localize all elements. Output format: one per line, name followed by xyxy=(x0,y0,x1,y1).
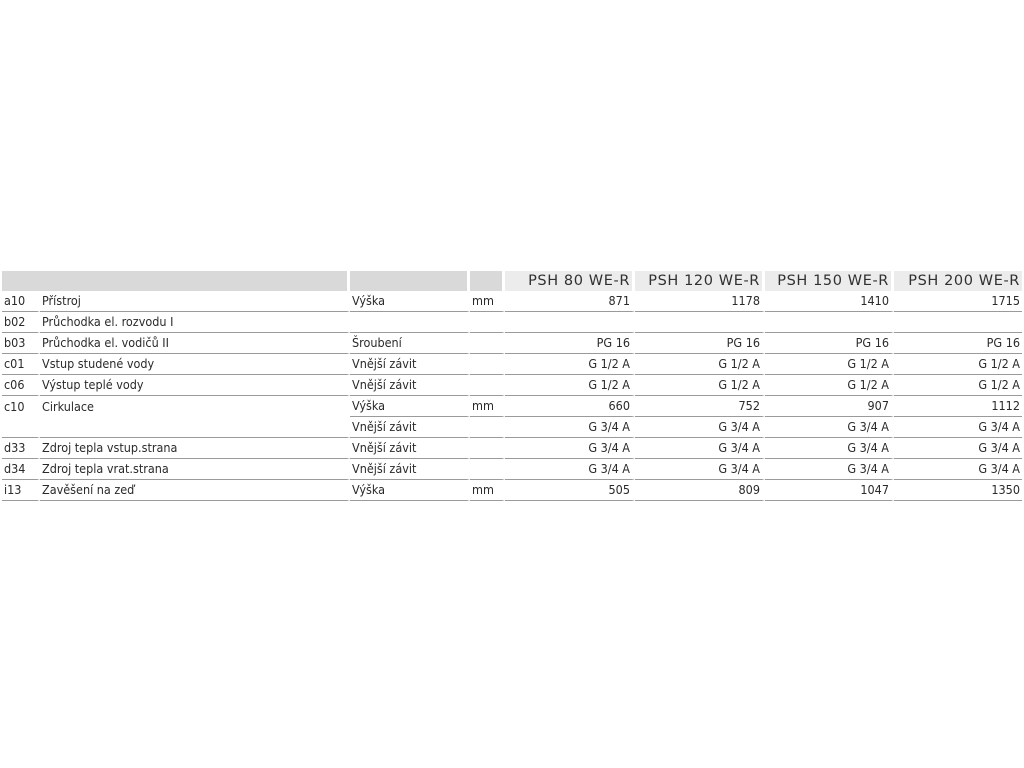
row-value: 1350 xyxy=(894,480,1022,501)
row-name: Průchodka el. vodičů II xyxy=(40,333,350,354)
row-code: d34 xyxy=(2,459,40,480)
row-type: Vnější závit xyxy=(350,438,470,459)
row-value: 809 xyxy=(635,480,765,501)
row-value: G 1/2 A xyxy=(894,354,1022,375)
row-name: Zavěšení na zeď xyxy=(40,480,350,501)
row-unit: mm xyxy=(470,396,505,417)
row-type: Výška xyxy=(350,480,470,501)
row-unit xyxy=(470,438,505,459)
row-value: G 3/4 A xyxy=(505,459,635,480)
row-value: G 3/4 A xyxy=(894,459,1022,480)
row-value: G 3/4 A xyxy=(765,459,894,480)
row-unit xyxy=(470,312,505,333)
row-type: Vnější závit xyxy=(350,354,470,375)
row-value: G 1/2 A xyxy=(894,375,1022,396)
row-code: c01 xyxy=(2,354,40,375)
row-unit xyxy=(470,354,505,375)
table-row xyxy=(2,375,1022,396)
row-value: G 1/2 A xyxy=(505,375,635,396)
row-type: Šroubení xyxy=(350,333,470,354)
row-value: PG 16 xyxy=(505,333,635,354)
row-type: Výška xyxy=(350,396,470,417)
row-unit: mm xyxy=(470,291,505,312)
row-name: Vstup studené vody xyxy=(40,354,350,375)
table-row xyxy=(2,417,1022,438)
table-row xyxy=(2,396,1022,417)
row-type: Vnější závit xyxy=(350,417,470,438)
row-unit xyxy=(470,417,505,438)
row-value: G 3/4 A xyxy=(765,438,894,459)
row-value: 1112 xyxy=(894,396,1022,417)
table-row xyxy=(2,354,1022,375)
model-header: PSH 120 WE-R xyxy=(635,271,765,291)
row-value: G 1/2 A xyxy=(765,375,894,396)
row-code: i13 xyxy=(2,480,40,501)
row-value: G 1/2 A xyxy=(765,354,894,375)
row-code: b02 xyxy=(2,312,40,333)
row-name: Průchodka el. rozvodu I xyxy=(40,312,350,333)
header-blank-type xyxy=(350,271,470,291)
row-value: 1047 xyxy=(765,480,894,501)
row-value: G 3/4 A xyxy=(894,438,1022,459)
row-type xyxy=(350,312,470,333)
spec-table xyxy=(2,271,1022,501)
table-row xyxy=(2,312,1022,333)
row-name: Cirkulace xyxy=(40,396,350,417)
model-header: PSH 200 WE-R xyxy=(894,271,1022,291)
row-value: 505 xyxy=(505,480,635,501)
row-value xyxy=(505,312,635,333)
row-type: Vnější závit xyxy=(350,459,470,480)
row-code: d33 xyxy=(2,438,40,459)
row-value: 660 xyxy=(505,396,635,417)
row-value: G 3/4 A xyxy=(765,417,894,438)
row-value: PG 16 xyxy=(765,333,894,354)
table-row xyxy=(2,459,1022,480)
row-unit xyxy=(470,459,505,480)
row-value xyxy=(635,312,765,333)
row-value: 1410 xyxy=(765,291,894,312)
row-value: G 3/4 A xyxy=(894,417,1022,438)
row-unit xyxy=(470,333,505,354)
row-value: 1178 xyxy=(635,291,765,312)
row-code: c10 xyxy=(2,396,40,417)
row-value: PG 16 xyxy=(635,333,765,354)
row-name: Zdroj tepla vrat.strana xyxy=(40,459,350,480)
row-code: a10 xyxy=(2,291,40,312)
table-row xyxy=(2,333,1022,354)
model-header: PSH 150 WE-R xyxy=(765,271,894,291)
row-value: G 1/2 A xyxy=(505,354,635,375)
row-value: PG 16 xyxy=(894,333,1022,354)
row-value: G 1/2 A xyxy=(635,375,765,396)
row-value: G 3/4 A xyxy=(635,459,765,480)
header-blank-unit xyxy=(470,271,505,291)
row-value: G 3/4 A xyxy=(635,438,765,459)
row-value: 871 xyxy=(505,291,635,312)
row-value: G 1/2 A xyxy=(635,354,765,375)
row-type: Vnější závit xyxy=(350,375,470,396)
row-value: 752 xyxy=(635,396,765,417)
table-header-row xyxy=(2,271,1022,291)
row-value: 1715 xyxy=(894,291,1022,312)
row-value: 907 xyxy=(765,396,894,417)
row-code: b03 xyxy=(2,333,40,354)
row-value xyxy=(765,312,894,333)
row-value xyxy=(894,312,1022,333)
row-name: Přístroj xyxy=(40,291,350,312)
row-name: Zdroj tepla vstup.strana xyxy=(40,438,350,459)
row-name xyxy=(40,417,350,438)
row-unit: mm xyxy=(470,480,505,501)
row-name: Výstup teplé vody xyxy=(40,375,350,396)
row-code: c06 xyxy=(2,375,40,396)
row-code xyxy=(2,417,40,438)
row-value: G 3/4 A xyxy=(505,417,635,438)
row-type: Výška xyxy=(350,291,470,312)
table-row xyxy=(2,291,1022,312)
row-value: G 3/4 A xyxy=(505,438,635,459)
table-row xyxy=(2,480,1022,501)
row-value: G 3/4 A xyxy=(635,417,765,438)
model-header: PSH 80 WE-R xyxy=(505,271,635,291)
row-unit xyxy=(470,375,505,396)
table-row xyxy=(2,438,1022,459)
header-blank-name xyxy=(2,271,350,291)
